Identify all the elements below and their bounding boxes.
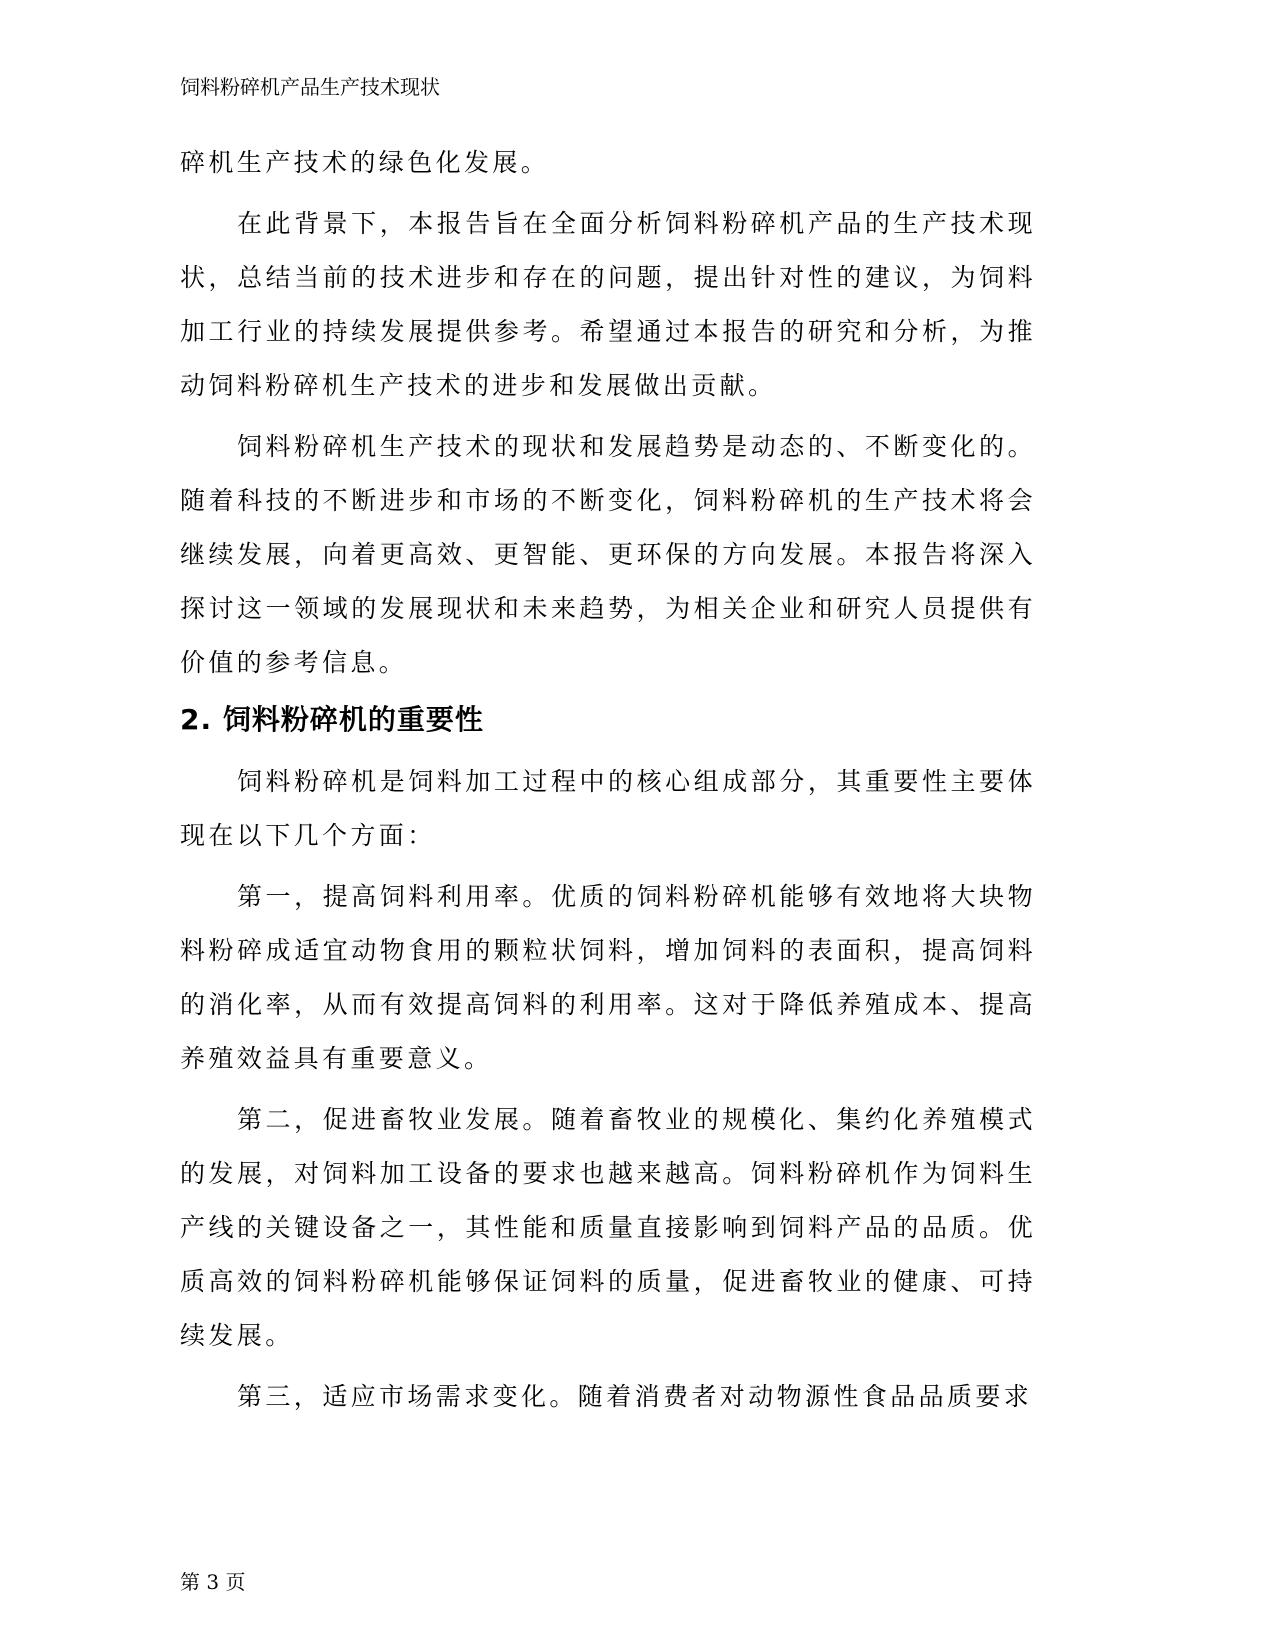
body-paragraph: 第三，适应市场需求变化。随着消费者对动物源性食品品质要求 xyxy=(237,1382,1033,1411)
page-body xyxy=(180,136,1036,1431)
page-number: 第 3 页 xyxy=(180,1570,246,1594)
section-heading: 2. 饲料粉碎机的重要性 xyxy=(180,703,484,736)
running-header: 饲料粉碎机产品生产技术现状 xyxy=(180,75,440,99)
body-paragraph: 在此背景下，本报告旨在全面分析饲料粉碎机产品的生产技术现状，总结当前的技术进步和存在的问题，提出针对性的建议，为饲料加工行业的持续发展提供参考。希望通过本报告的研究和分析，为推动饲料粉碎机生产技术的进步和发展做出贡献。 xyxy=(180,209,1036,400)
body-paragraph: 第二，促进畜牧业发展。随着畜牧业的规模化、集约化养殖模式的发展，对饲料加工设备的要求也越来越高。饲料粉碎机作为饲料生产线的关键设备之一，其性能和质量直接影响到饲料产品的品质。优质高效的饲料粉碎机能够保证饲料的质量，促进畜牧业的健康、可持续发展。 xyxy=(180,1105,1036,1350)
body-paragraph: 碎机生产技术的绿色化发展。 xyxy=(180,148,550,177)
body-paragraph: 饲料粉碎机是饲料加工过程中的核心组成部分，其重要性主要体现在以下几个方面： xyxy=(180,767,1036,850)
body-paragraph: 饲料粉碎机生产技术的现状和发展趋势是动态的、不断变化的。随着科技的不断进步和市场的不断变化，饲料粉碎机的生产技术将会继续发展，向着更高效、更智能、更环保的方向发展。本报告将深入探讨这一领域的发展现状和未来趋势，为相关企业和研究人员提供有价值的参考信息。 xyxy=(180,432,1036,677)
body-paragraph: 第一，提高饲料利用率。优质的饲料粉碎机能够有效地将大块物料粉碎成适宜动物食用的颗粒状饲料，增加饲料的表面积，提高饲料的消化率，从而有效提高饲料的利用率。这对于降低养殖成本、提高养殖效益具有重要意义。 xyxy=(180,882,1036,1073)
